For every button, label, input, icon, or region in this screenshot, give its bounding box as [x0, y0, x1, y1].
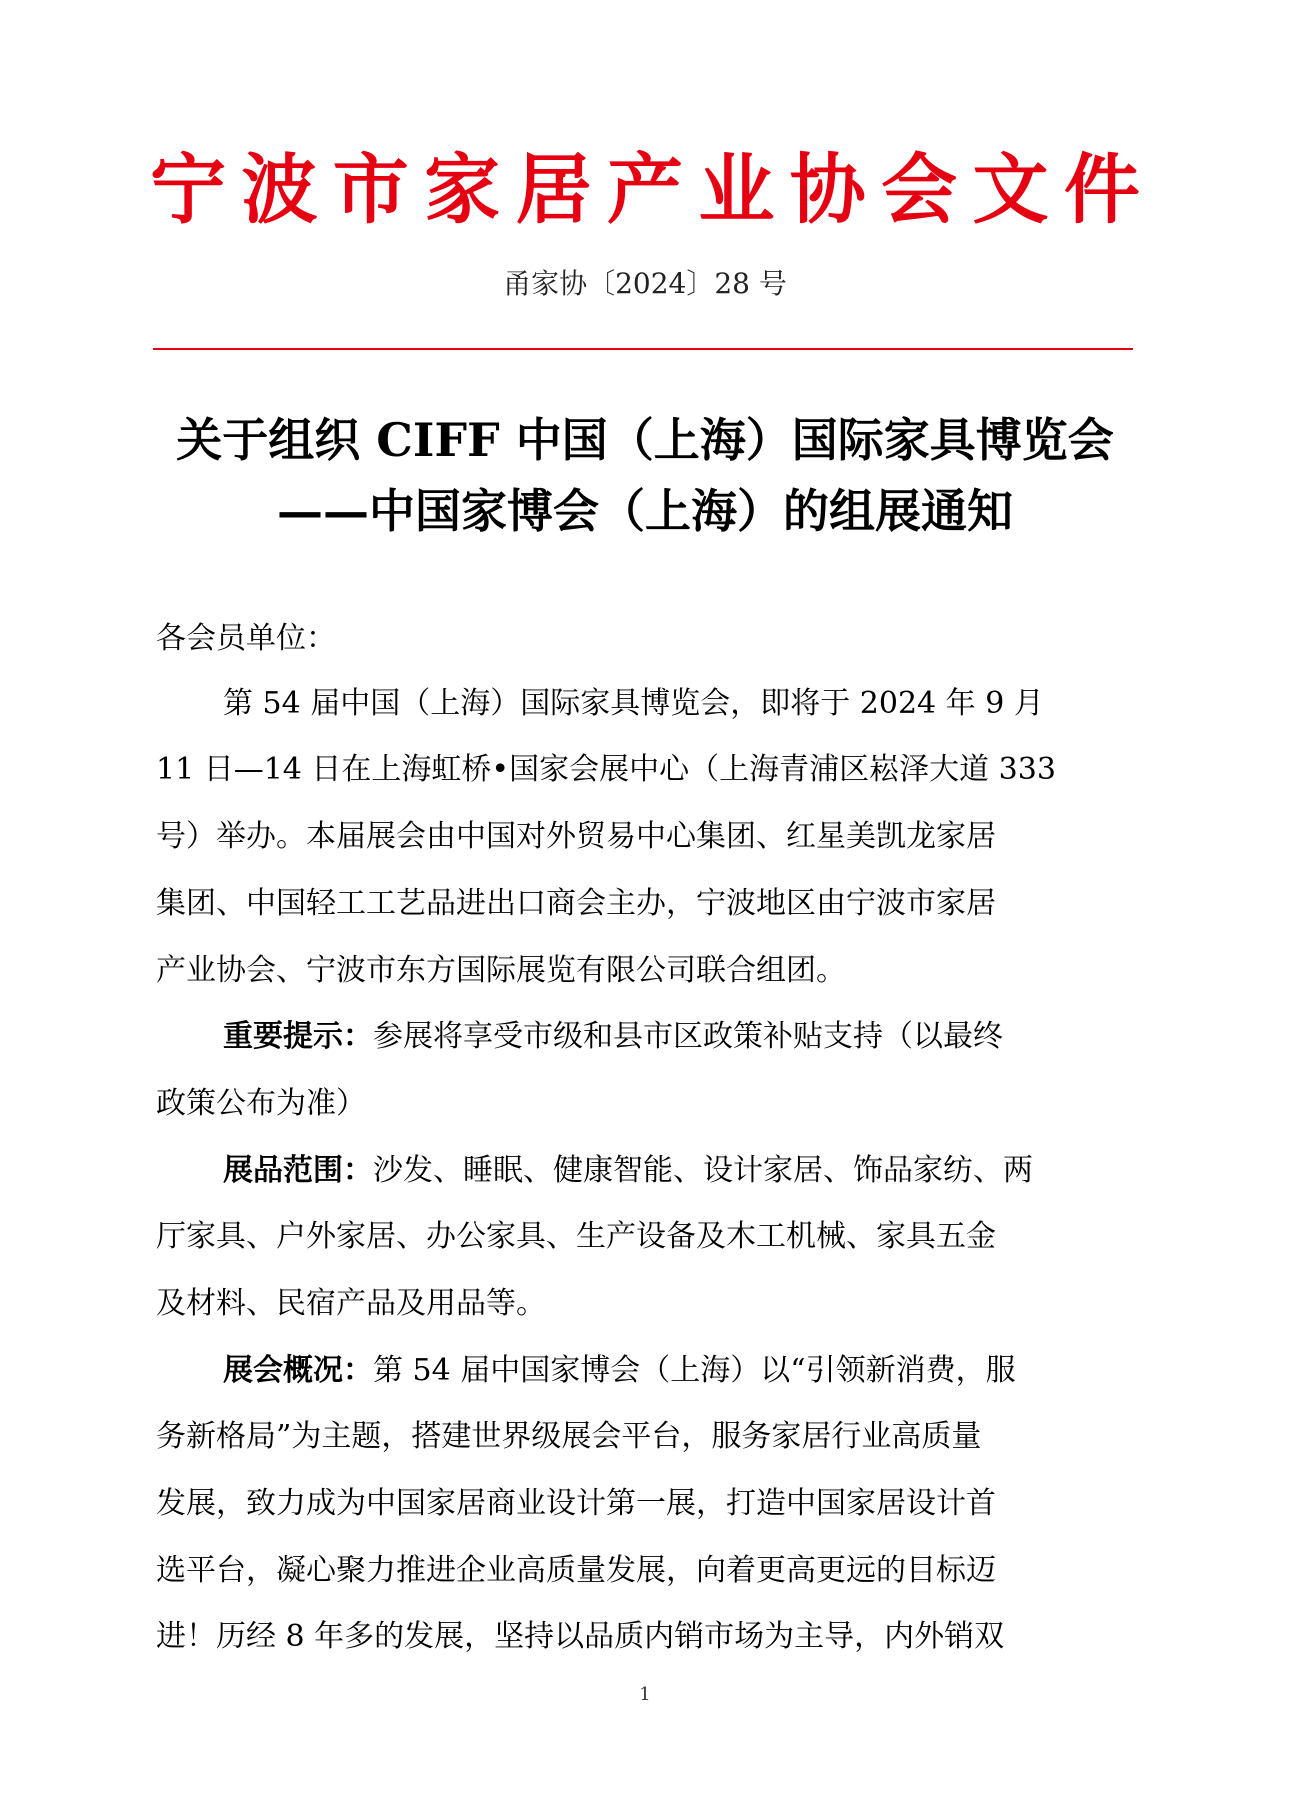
page-number: 1 [639, 1684, 651, 1705]
paragraph-3-line-2: 厅家具、户外家居、办公家具、生产设备及木工机械、家具五金 [156, 1219, 996, 1254]
paragraph-1-line-3: 号）举办。本届展会由中国对外贸易中心集团、红星美凯龙家居 [156, 819, 996, 854]
paragraph-2-line-1: 重要提示：参展将享受市级和县市区政策补贴支持（以最终 [223, 1019, 1003, 1054]
salutation: 各会员单位： [156, 621, 336, 656]
paragraph-1-line-4: 集团、中国轻工工艺品进出口商会主办，宁波地区由宁波市家居 [156, 886, 996, 921]
notice-title-line-2: ——中国家博会（上海）的组展通知 [277, 484, 1013, 538]
important-notice-label: 重要提示： [223, 1019, 373, 1054]
paragraph-3-line-1: 展品范围：沙发、睡眠、健康智能、设计家居、饰品家纺、两 [223, 1153, 1033, 1188]
paragraph-1-line-2: 11 日—14 日在上海虹桥•国家会展中心（上海青浦区崧泽大道 333 [156, 752, 1056, 787]
paragraph-4-line-5: 进！历经 8 年多的发展，坚持以品质内销市场为主导，内外销双 [156, 1619, 1005, 1654]
paragraph-1-line-5: 产业协会、宁波市东方国际展览有限公司联合组团。 [156, 953, 846, 988]
paragraph-1-line-1: 第 54 届中国（上海）国际家具博览会，即将于 2024 年 9 月 [223, 686, 1044, 721]
paragraph-4-line-4: 选平台，凝心聚力推进企业高质量发展，向着更高更远的目标迈 [156, 1553, 996, 1588]
paragraph-2-line-2: 政策公布为准） [156, 1086, 366, 1121]
paragraph-3-line-3: 及材料、民宿产品及用品等。 [156, 1286, 546, 1321]
paragraph-4-line-2: 务新格局”为主题，搭建世界级展会平台，服务家居行业高质量 [156, 1419, 982, 1454]
document-number: 甬家协〔2024〕28 号 [503, 267, 787, 300]
notice-title-line-1: 关于组织 CIFF 中国（上海）国际家具博览会 [176, 413, 1114, 467]
org-header-title: 宁 波 市 家 居 产 业 协 会 文 件 [150, 144, 1140, 234]
paragraph-4-line-3: 发展，致力成为中国家居商业设计第一展，打造中国家居设计首 [156, 1486, 996, 1521]
exhibition-overview-label: 展会概况： [223, 1353, 373, 1388]
red-divider-line [153, 348, 1133, 350]
exhibit-scope-label: 展品范围： [223, 1153, 373, 1188]
paragraph-4-line-1: 展会概况：第 54 届中国家博会（上海）以“引领新消费，服 [223, 1353, 1016, 1388]
